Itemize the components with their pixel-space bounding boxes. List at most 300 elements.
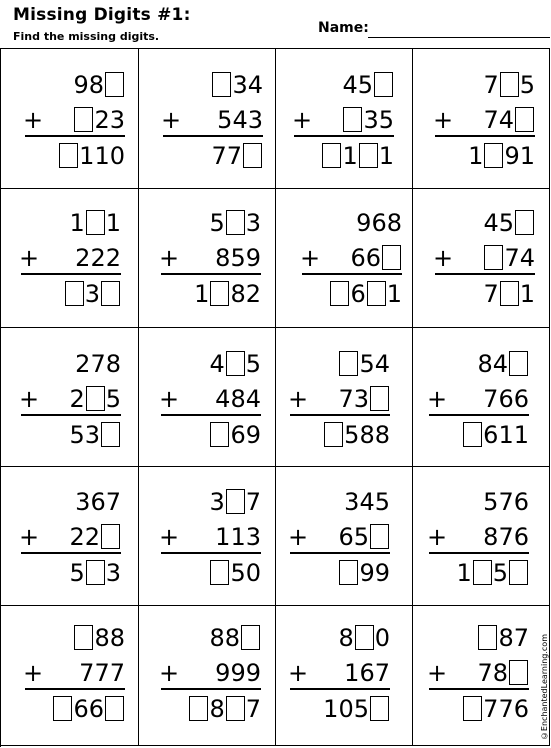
missing-digit-box[interactable] xyxy=(509,351,528,376)
digit: 4 xyxy=(215,384,231,413)
bottom-addend xyxy=(344,657,390,688)
digit: 5 xyxy=(69,420,85,449)
digit: 3 xyxy=(247,105,263,134)
digit: 9 xyxy=(73,70,89,99)
plus-sign: + xyxy=(19,522,40,551)
digit: 0 xyxy=(338,694,354,723)
copyright-text: ©EnchantedLearning.com xyxy=(540,633,549,740)
top-addend xyxy=(344,486,390,517)
digit: 6 xyxy=(350,243,366,272)
sum-row xyxy=(321,140,394,171)
top-addend xyxy=(483,486,529,517)
digit: 5 xyxy=(245,349,261,378)
missing-digit-box[interactable] xyxy=(101,524,120,549)
problem-cell xyxy=(276,49,413,189)
addition-problem xyxy=(159,207,261,319)
digit: 2 xyxy=(105,243,121,272)
digit: 1 xyxy=(79,141,95,170)
addition-problem xyxy=(427,622,529,734)
digit: 3 xyxy=(344,487,360,516)
sum-row xyxy=(338,557,390,588)
digit: 0 xyxy=(374,623,390,652)
missing-digit-box[interactable] xyxy=(339,351,358,376)
digit: 6 xyxy=(498,384,514,413)
digit: 8 xyxy=(94,623,110,652)
sum-line xyxy=(21,552,121,554)
sum-line xyxy=(429,688,529,690)
missing-digit-box[interactable] xyxy=(330,281,349,306)
problem-cell xyxy=(413,328,550,467)
sum-row xyxy=(462,419,529,450)
missing-digit-box[interactable] xyxy=(324,422,343,447)
digit: 6 xyxy=(338,522,354,551)
digit: 6 xyxy=(90,487,106,516)
digit: 3 xyxy=(105,558,121,587)
sum-row xyxy=(194,278,261,309)
digit: 2 xyxy=(69,522,85,551)
missing-digit-box[interactable] xyxy=(241,625,260,650)
plus-sign: + xyxy=(288,384,309,413)
sum-row xyxy=(323,419,390,450)
digit: 5 xyxy=(378,105,394,134)
addition-problem xyxy=(292,69,394,181)
sum-row xyxy=(456,557,529,588)
digit: 8 xyxy=(498,623,514,652)
worksheet-title: Missing Digits #1: xyxy=(13,5,191,25)
addition-problem xyxy=(161,69,263,181)
top-addend xyxy=(211,69,263,100)
missing-digit-box[interactable] xyxy=(463,422,482,447)
plus-sign: + xyxy=(300,243,321,272)
digit: 4 xyxy=(519,243,535,272)
digit: 2 xyxy=(84,522,100,551)
digit: 2 xyxy=(90,243,106,272)
missing-digit-box[interactable] xyxy=(86,210,105,235)
digit: 7 xyxy=(483,70,499,99)
sum-row xyxy=(58,140,125,171)
digit: 8 xyxy=(359,420,375,449)
bottom-addend xyxy=(342,104,394,135)
digit: 6 xyxy=(350,279,366,308)
bottom-addend xyxy=(338,383,390,414)
missing-digit-box[interactable] xyxy=(370,524,389,549)
addition-problem xyxy=(288,622,390,734)
digit: 7 xyxy=(90,349,106,378)
problem-cell xyxy=(1,189,139,328)
digit: 3 xyxy=(75,487,91,516)
plus-sign: + xyxy=(159,658,180,687)
digit: 8 xyxy=(209,623,225,652)
digit: 5 xyxy=(492,558,508,587)
missing-digit-box[interactable] xyxy=(339,560,358,585)
digit: 5 xyxy=(105,384,121,413)
bottom-addend xyxy=(215,242,261,273)
missing-digit-box[interactable] xyxy=(500,281,519,306)
missing-digit-box[interactable] xyxy=(370,386,389,411)
problem-cell xyxy=(413,49,550,189)
digit: 7 xyxy=(245,487,261,516)
missing-digit-box[interactable] xyxy=(343,107,362,132)
digit: 7 xyxy=(338,384,354,413)
missing-digit-box[interactable] xyxy=(101,422,120,447)
sum-line xyxy=(161,273,261,275)
sum-line xyxy=(294,135,394,137)
sum-row xyxy=(211,140,263,171)
plus-sign: + xyxy=(159,384,180,413)
sum-line xyxy=(21,414,121,416)
problem-cell xyxy=(1,49,139,189)
digit: 1 xyxy=(323,694,339,723)
digit: 7 xyxy=(483,279,499,308)
bottom-addend xyxy=(75,242,121,273)
digit: 1 xyxy=(378,141,394,170)
digit: 4 xyxy=(245,384,261,413)
problem-cell xyxy=(139,189,276,328)
digit: 8 xyxy=(492,658,508,687)
addition-problem xyxy=(433,207,535,319)
digit: 5 xyxy=(483,487,499,516)
plus-sign: + xyxy=(288,658,309,687)
sum-line xyxy=(302,273,402,275)
digit: 6 xyxy=(371,208,387,237)
name-write-line[interactable] xyxy=(368,37,550,38)
digit: 2 xyxy=(245,279,261,308)
digit: 1 xyxy=(342,141,358,170)
sum-row xyxy=(69,419,121,450)
digit: 3 xyxy=(209,487,225,516)
bottom-addend xyxy=(483,383,529,414)
missing-digit-box[interactable] xyxy=(74,107,93,132)
missing-digit-box[interactable] xyxy=(74,625,93,650)
digit: 4 xyxy=(483,208,499,237)
sum-row xyxy=(69,557,121,588)
digit: 9 xyxy=(215,658,231,687)
missing-digit-box[interactable] xyxy=(484,143,503,168)
digit: 1 xyxy=(498,420,514,449)
digit: 6 xyxy=(483,420,499,449)
top-addend xyxy=(477,622,529,653)
missing-digit-box[interactable] xyxy=(509,560,528,585)
missing-digit-box[interactable] xyxy=(226,351,245,376)
addition-problem xyxy=(427,486,529,598)
addition-problem xyxy=(427,348,529,460)
digit: 1 xyxy=(513,420,529,449)
digit: 1 xyxy=(468,141,484,170)
missing-digit-box[interactable] xyxy=(382,245,401,270)
digit: 6 xyxy=(513,384,529,413)
missing-digit-box[interactable] xyxy=(212,72,231,97)
digit: 5 xyxy=(519,70,535,99)
name-label: Name: xyxy=(318,20,369,36)
missing-digit-box[interactable] xyxy=(355,625,374,650)
digit: 7 xyxy=(109,658,125,687)
addition-problem xyxy=(288,348,390,460)
addition-problem xyxy=(159,348,261,460)
digit: 1 xyxy=(94,141,110,170)
plus-sign: + xyxy=(292,105,313,134)
problem-cell xyxy=(413,189,550,328)
addition-problem xyxy=(19,207,121,319)
digit: 5 xyxy=(374,487,390,516)
digit: 4 xyxy=(359,487,375,516)
digit: 2 xyxy=(75,243,91,272)
addition-problem xyxy=(19,486,121,598)
bottom-addend xyxy=(350,242,402,273)
digit: 1 xyxy=(456,558,472,587)
sum-row xyxy=(64,278,121,309)
sum-line xyxy=(163,135,263,137)
sum-line xyxy=(290,688,390,690)
problem-cell xyxy=(276,189,413,328)
digit: 9 xyxy=(356,208,372,237)
missing-digit-box[interactable] xyxy=(105,696,124,721)
digit: 9 xyxy=(245,243,261,272)
problem-cell xyxy=(1,328,139,467)
missing-digit-box[interactable] xyxy=(53,696,72,721)
digit: 7 xyxy=(498,522,514,551)
digit: 7 xyxy=(477,658,493,687)
missing-digit-box[interactable] xyxy=(463,696,482,721)
missing-digit-box[interactable] xyxy=(515,210,534,235)
digit: 4 xyxy=(342,70,358,99)
problem-cell xyxy=(139,328,276,467)
problem-cell xyxy=(276,606,413,746)
problem-cell xyxy=(1,467,139,606)
missing-digit-box[interactable] xyxy=(509,660,528,685)
addition-problem xyxy=(23,622,125,734)
digit: 6 xyxy=(513,522,529,551)
missing-digit-box[interactable] xyxy=(59,143,78,168)
plus-sign: + xyxy=(159,243,180,272)
digit: 3 xyxy=(353,384,369,413)
missing-digit-box[interactable] xyxy=(86,386,105,411)
digit: 5 xyxy=(344,420,360,449)
digit: 1 xyxy=(105,208,121,237)
digit: 5 xyxy=(230,243,246,272)
sum-line xyxy=(161,414,261,416)
digit: 7 xyxy=(245,694,261,723)
digit: 0 xyxy=(245,558,261,587)
digit: 3 xyxy=(232,70,248,99)
sum-row xyxy=(329,278,402,309)
missing-digit-box[interactable] xyxy=(189,696,208,721)
missing-digit-box[interactable] xyxy=(101,281,120,306)
bottom-addend xyxy=(69,521,121,552)
problem-cell xyxy=(1,606,139,746)
digit: 8 xyxy=(374,420,390,449)
plus-sign: + xyxy=(19,384,40,413)
top-addend xyxy=(483,207,535,238)
sum-line xyxy=(161,688,261,690)
top-addend xyxy=(338,348,390,379)
missing-digit-box[interactable] xyxy=(359,143,378,168)
missing-digit-box[interactable] xyxy=(65,281,84,306)
top-addend xyxy=(209,348,261,379)
bottom-addend xyxy=(215,383,261,414)
digit: 8 xyxy=(483,522,499,551)
digit: 5 xyxy=(353,522,369,551)
digit: 9 xyxy=(374,558,390,587)
missing-digit-box[interactable] xyxy=(105,72,124,97)
digit: 6 xyxy=(365,243,381,272)
problem-cell xyxy=(139,606,276,746)
plus-sign: + xyxy=(433,105,454,134)
digit: 1 xyxy=(194,279,210,308)
digit: 7 xyxy=(513,623,529,652)
missing-digit-box[interactable] xyxy=(210,560,229,585)
plus-sign: + xyxy=(23,105,44,134)
digit: 8 xyxy=(209,694,225,723)
digit: 6 xyxy=(230,420,246,449)
digit: 4 xyxy=(374,349,390,378)
top-addend xyxy=(75,348,121,379)
digit: 7 xyxy=(498,694,514,723)
problem-cell xyxy=(413,467,550,606)
plus-sign: + xyxy=(427,522,448,551)
top-addend xyxy=(209,486,261,517)
sum-line xyxy=(21,273,121,275)
top-addend xyxy=(209,207,261,238)
top-addend xyxy=(73,69,125,100)
sum-line xyxy=(435,273,535,275)
digit: 1 xyxy=(519,141,535,170)
digit: 3 xyxy=(363,105,379,134)
digit: 5 xyxy=(230,558,246,587)
missing-digit-box[interactable] xyxy=(515,107,534,132)
plus-sign: + xyxy=(288,522,309,551)
missing-digit-box[interactable] xyxy=(210,281,229,306)
top-addend xyxy=(483,69,535,100)
missing-digit-box[interactable] xyxy=(226,489,245,514)
plus-sign: + xyxy=(23,658,44,687)
problem-cell xyxy=(276,328,413,467)
top-addend xyxy=(75,486,121,517)
bottom-addend xyxy=(215,521,261,552)
digit: 4 xyxy=(232,105,248,134)
addition-problem xyxy=(433,69,535,181)
missing-digit-box[interactable] xyxy=(322,143,341,168)
missing-digit-box[interactable] xyxy=(473,560,492,585)
digit: 3 xyxy=(245,522,261,551)
addition-problem xyxy=(19,348,121,460)
digit: 7 xyxy=(105,487,121,516)
bottom-addend xyxy=(79,657,125,688)
plus-sign: + xyxy=(19,243,40,272)
sum-row xyxy=(209,557,261,588)
sum-line xyxy=(25,688,125,690)
top-addend xyxy=(209,622,261,653)
sum-row xyxy=(462,693,529,724)
digit: 1 xyxy=(344,658,360,687)
digit: 1 xyxy=(519,279,535,308)
digit: 3 xyxy=(84,420,100,449)
missing-digit-box[interactable] xyxy=(478,625,497,650)
sum-row xyxy=(52,693,125,724)
digit: 2 xyxy=(75,349,91,378)
missing-digit-box[interactable] xyxy=(243,143,262,168)
top-addend xyxy=(69,207,121,238)
top-addend xyxy=(356,207,402,238)
digit: 9 xyxy=(359,558,375,587)
digit: 8 xyxy=(230,384,246,413)
digit: 5 xyxy=(498,208,514,237)
digit: 7 xyxy=(498,487,514,516)
problem-cell xyxy=(139,467,276,606)
digit: 8 xyxy=(215,243,231,272)
problem-grid xyxy=(0,48,550,747)
digit: 7 xyxy=(211,141,227,170)
digit: 9 xyxy=(504,141,520,170)
problem-cell xyxy=(276,467,413,606)
plus-sign: + xyxy=(161,105,182,134)
sum-line xyxy=(25,135,125,137)
bottom-addend xyxy=(338,521,390,552)
digit: 8 xyxy=(338,623,354,652)
missing-digit-box[interactable] xyxy=(500,72,519,97)
digit: 5 xyxy=(359,349,375,378)
digit: 6 xyxy=(513,487,529,516)
bottom-addend xyxy=(483,104,535,135)
plus-sign: + xyxy=(159,522,180,551)
missing-digit-box[interactable] xyxy=(367,281,386,306)
missing-digit-box[interactable] xyxy=(226,696,245,721)
digit: 8 xyxy=(88,70,104,99)
sum-row xyxy=(209,419,261,450)
addition-problem xyxy=(23,69,125,181)
digit: 2 xyxy=(69,384,85,413)
digit: 7 xyxy=(226,141,242,170)
missing-digit-box[interactable] xyxy=(370,696,389,721)
bottom-addend xyxy=(217,104,263,135)
top-addend xyxy=(342,69,394,100)
digit: 7 xyxy=(483,105,499,134)
missing-digit-box[interactable] xyxy=(484,245,503,270)
bottom-addend xyxy=(69,383,121,414)
missing-digit-box[interactable] xyxy=(86,560,105,585)
digit: 0 xyxy=(109,141,125,170)
digit: 4 xyxy=(498,105,514,134)
digit: 9 xyxy=(245,420,261,449)
digit: 8 xyxy=(109,623,125,652)
sum-line xyxy=(290,414,390,416)
digit: 1 xyxy=(69,208,85,237)
digit: 5 xyxy=(357,70,373,99)
digit: 8 xyxy=(477,349,493,378)
digit: 5 xyxy=(353,694,369,723)
addition-problem xyxy=(300,207,402,319)
sum-line xyxy=(429,414,529,416)
digit: 7 xyxy=(483,384,499,413)
plus-sign: + xyxy=(433,243,454,272)
addition-problem xyxy=(159,622,261,734)
digit: 2 xyxy=(94,105,110,134)
missing-digit-box[interactable] xyxy=(226,210,245,235)
digit: 7 xyxy=(483,694,499,723)
digit: 6 xyxy=(359,658,375,687)
digit: 1 xyxy=(215,522,231,551)
digit: 4 xyxy=(247,70,263,99)
problem-cell xyxy=(413,606,550,746)
digit: 9 xyxy=(245,658,261,687)
digit: 5 xyxy=(69,558,85,587)
digit: 7 xyxy=(94,658,110,687)
plus-sign: + xyxy=(427,658,448,687)
missing-digit-box[interactable] xyxy=(210,422,229,447)
sum-row xyxy=(468,140,535,171)
sum-line xyxy=(290,552,390,554)
digit: 1 xyxy=(230,522,246,551)
missing-digit-box[interactable] xyxy=(374,72,393,97)
